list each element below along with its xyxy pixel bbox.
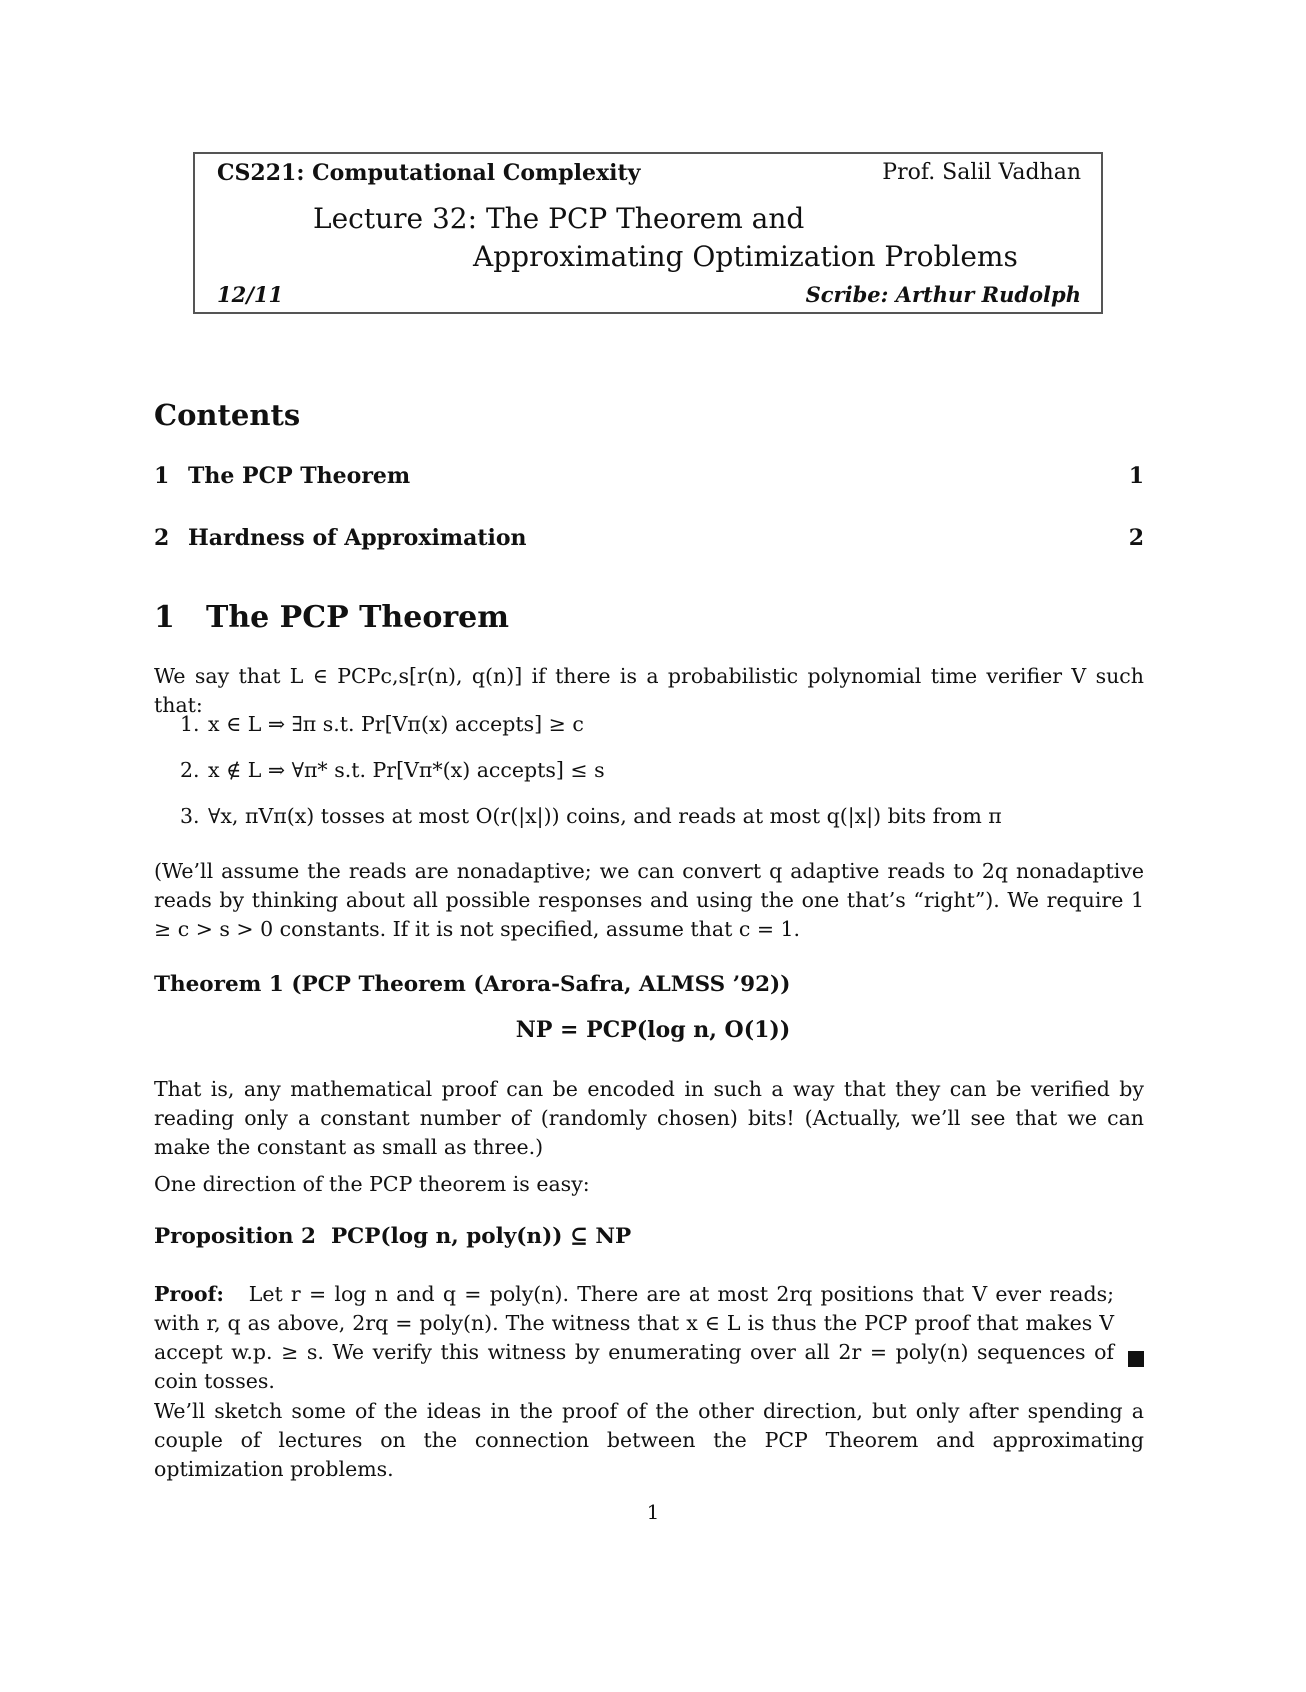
theorem-heading: Theorem 1 (PCP Theorem (Arora-Safra, ALMSS ’92)) bbox=[154, 972, 791, 997]
lecture-date: 12/11 bbox=[217, 282, 284, 307]
toc-entry-number: 2 bbox=[154, 525, 170, 551]
theorem-equation: NP = PCP(log n, O(1)) bbox=[515, 1017, 791, 1043]
proof-text: Let r = log n and q = poly(n). There are at most 2rq positions that V ever reads; with r, q as above, 2rq = poly(n). The witness that x ∈ L is thus the PCP proof that makes V accept w.p. ≥ s. We verify this witness by enumerating over all 2r = poly(n) sequences of coin tosses. bbox=[154, 1282, 1114, 1393]
toc-entry-title: The PCP Theorem bbox=[188, 463, 411, 489]
list-item-number: 1. bbox=[180, 712, 200, 736]
proposition-heading: Proposition 2 bbox=[154, 1224, 316, 1249]
list-item bbox=[180, 804, 1002, 828]
toc-entry-number: 1 bbox=[154, 463, 170, 489]
lecture-title-line2: Approximating Optimization Problems bbox=[473, 240, 1018, 273]
list-item-text: x ∉ L ⇒ ∀π* s.t. Pr[Vπ*(x) accepts] ≤ s bbox=[208, 758, 605, 782]
proposition-statement: PCP(log n, poly(n)) ⊆ NP bbox=[330, 1224, 632, 1249]
easy-direction-text: One direction of the PCP theorem is easy: bbox=[154, 1172, 590, 1196]
list-item-text: ∀x, πVπ(x) tosses at most O(r(|x|)) coins, and reads at most q(|x|) bits from π bbox=[208, 804, 1002, 828]
course-title: CS221: Computational Complexity bbox=[217, 160, 641, 186]
lecture-header-box bbox=[193, 152, 1103, 314]
list-item bbox=[180, 712, 584, 736]
lecture-title-line1: Lecture 32: The PCP Theorem and bbox=[313, 202, 805, 235]
list-item-number: 2. bbox=[180, 758, 200, 782]
list-item-number: 3. bbox=[180, 804, 200, 828]
section-heading bbox=[154, 600, 509, 635]
list-item-text: x ∈ L ⇒ ∃π s.t. Pr[Vπ(x) accepts] ≥ c bbox=[208, 712, 584, 736]
explanation-paragraph: That is, any mathematical proof can be encoded in such a way that they can be verified by reading only a constant number of (randomly chosen) bits! (Actually, we’ll see that we can make the constant as small as three.) bbox=[154, 1077, 1144, 1159]
section-number: 1 bbox=[154, 600, 175, 635]
toc-entry-title: Hardness of Approximation bbox=[188, 525, 527, 551]
page-number: 1 bbox=[646, 1500, 660, 1524]
toc-entry-page: 2 bbox=[1128, 525, 1144, 551]
remark-paragraph: (We’ll assume the reads are nonadaptive; we can convert q adaptive reads to 2q nonadaptive reads by thinking about all possible responses and using the one that’s “right”). We require 1 ≥ c > s > 0 constants. If it is not specified, assume that c = 1. bbox=[154, 859, 1144, 941]
toc-entry-page: 1 bbox=[1128, 463, 1144, 489]
closing-paragraph: We’ll sketch some of the ideas in the proof of the other direction, but only after spending a couple of lectures on the connection between the PCP Theorem and approximating optimization problems. bbox=[154, 1399, 1144, 1481]
proof-label: Proof: bbox=[154, 1282, 224, 1306]
qed-square-icon bbox=[1128, 1351, 1144, 1367]
scribe-name: Scribe: Arthur Rudolph bbox=[805, 282, 1081, 307]
professor-name: Prof. Salil Vadhan bbox=[882, 160, 1081, 185]
proof-paragraph bbox=[154, 1280, 1114, 1396]
list-item bbox=[180, 758, 605, 782]
section-title: The PCP Theorem bbox=[206, 600, 509, 635]
definition-intro: We say that L ∈ PCPc,s[r(n), q(n)] if there is a probabilistic polynomial time verifier V such that: bbox=[154, 664, 1144, 717]
contents-heading: Contents bbox=[154, 398, 301, 432]
proposition-line bbox=[154, 1224, 631, 1249]
